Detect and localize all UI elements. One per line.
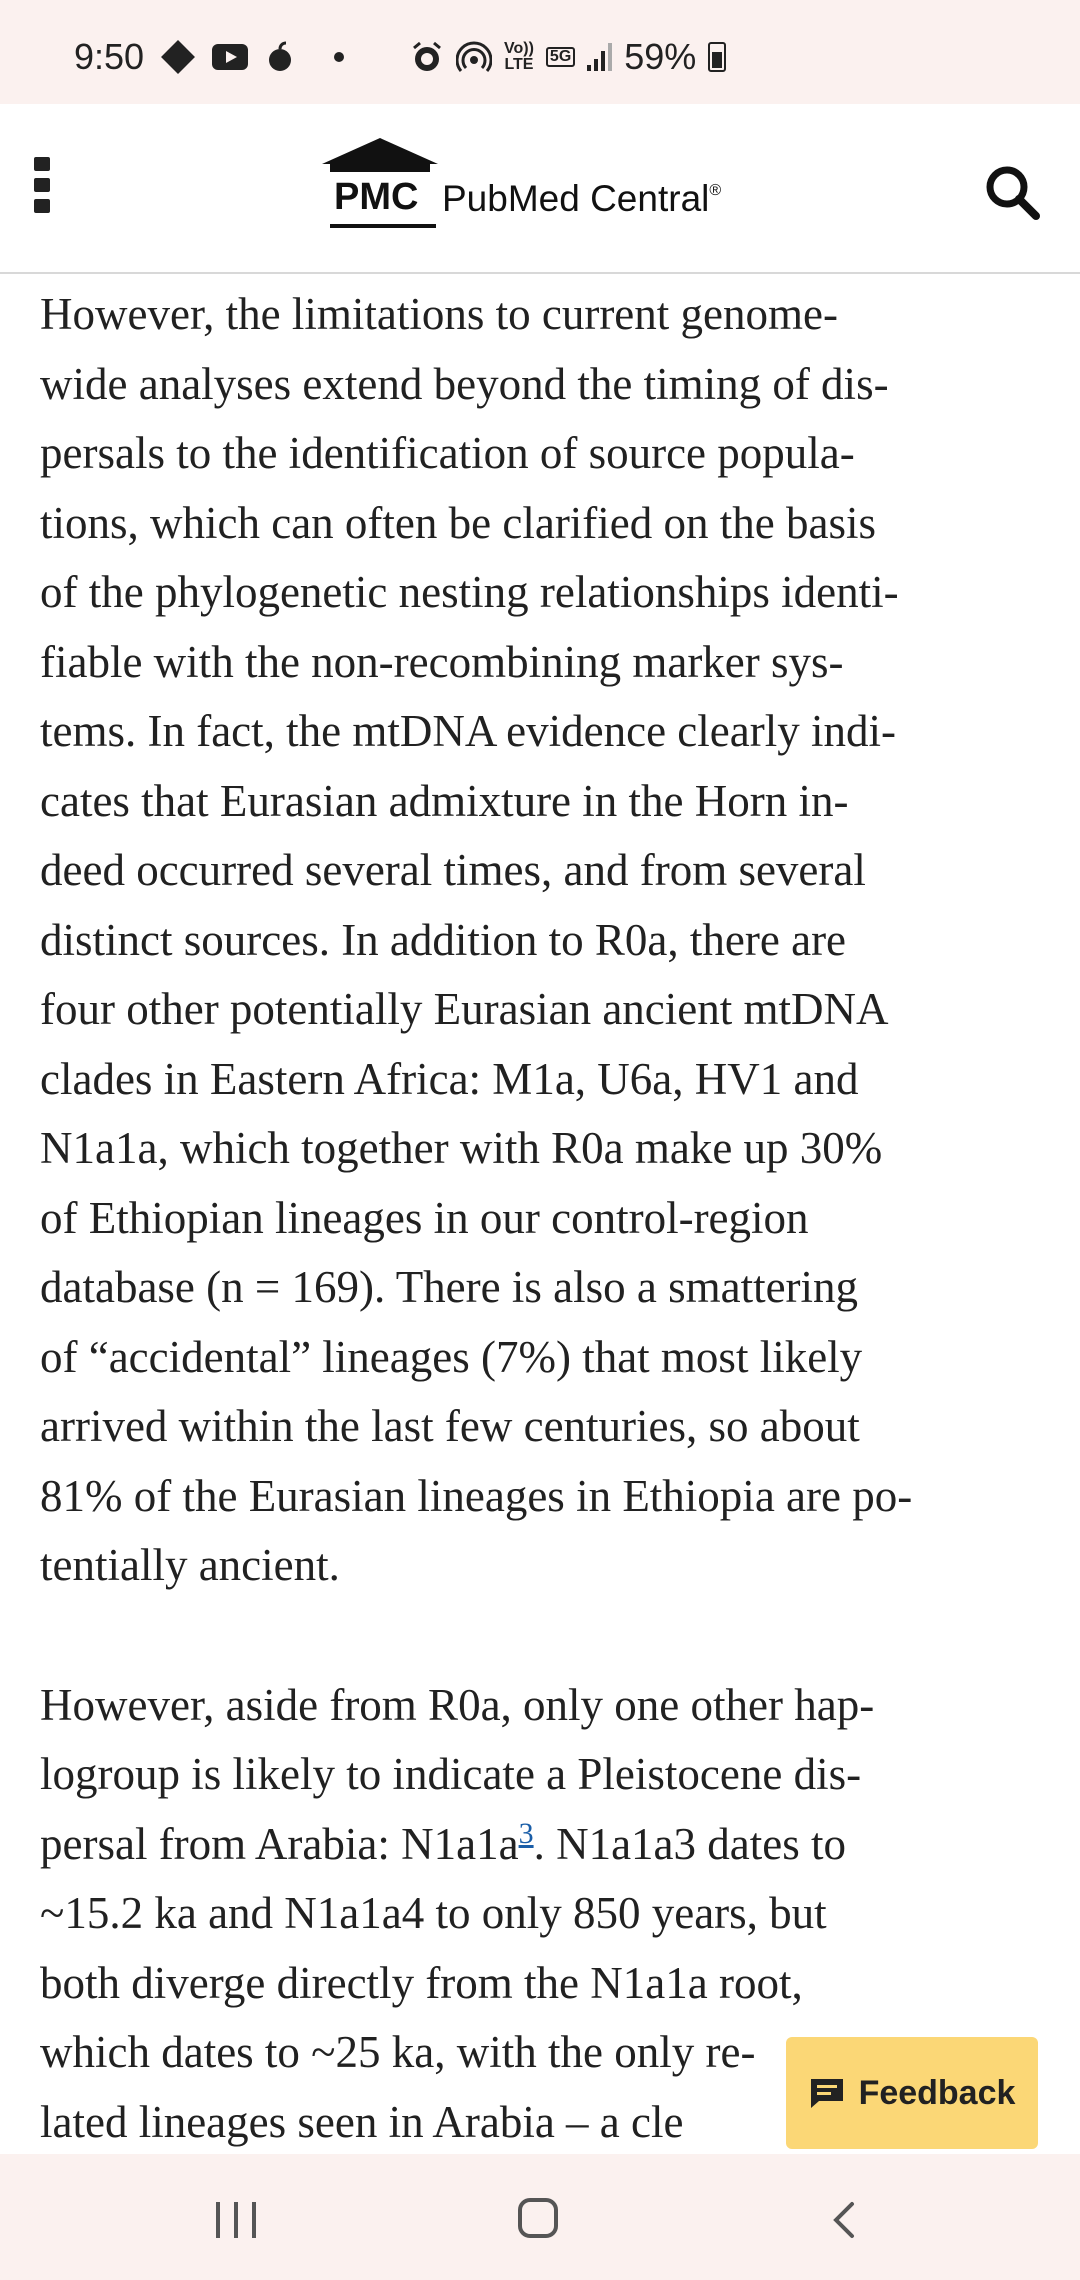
back-icon[interactable] — [826, 2198, 862, 2242]
system-nav-bar — [0, 2154, 1080, 2280]
status-time: 9:50 — [74, 36, 145, 77]
feedback-button[interactable] — [786, 2037, 1038, 2149]
search-icon[interactable] — [982, 162, 1042, 222]
notification-dot-icon — [334, 52, 344, 62]
article-paragraph: However, aside from R0a, only one other hap- logroup is likely to indicate a Pleistocene dis- persal from Arabia: N1a1a$^3$. N1a1a3 dates to ~15.2 ka and N1a1a4 to only 850 years, but both diverge directly from the N1a1a root, which dates to ~25 ka, with the only re- lated lineages seen in Arabia – a cle — [40, 1679, 875, 2147]
logo-abbrev: PMC — [334, 176, 419, 218]
apple-icon — [264, 41, 296, 73]
alarm-icon — [410, 40, 444, 74]
volte-icon: Vo)) LTE — [504, 40, 534, 73]
article-paragraph: However, the limitations to current genome- wide analyses extend beyond the timing of dis- persals to the identification of source popula- tions, which can often be clarified on the basis of the phylogenetic nesting relationships identi- fiable with the non-recombining marker sys- tems. In fact, the mtDNA evidence clearly indi- cates that Eurasian admixture in the Horn in- deed occurred several times, and from several distinct sources. In addition to R0a, there are four other potentially Eurasian ancient mtDNA clades in Eastern Africa: M1a, U6a, HV1 and N1a1a, which together with R0a make up 30% of Ethiopian lineages in our control-region database (n = 169). There is also a smattering of “accidental” lineages (7%) that most likely arrived within the last few centuries, so about 81% of the Eurasian lineages in Ethiopia are po- tentially ancient. — [40, 289, 913, 1590]
logo-name: PubMed Central® — [442, 178, 722, 219]
hotspot-icon — [456, 40, 492, 74]
article-body — [40, 280, 1050, 2157]
feedback-label: Feedback — [858, 2073, 1016, 2112]
home-icon[interactable] — [518, 2198, 558, 2238]
logo-roof-icon — [322, 138, 438, 164]
diamond-icon — [161, 40, 195, 74]
pmc-logo[interactable] — [322, 138, 792, 238]
status-right — [410, 36, 726, 78]
citation-link[interactable]: 3 — [518, 1816, 534, 1850]
battery-percent: 59% — [624, 36, 697, 77]
status-left — [74, 36, 344, 78]
registered-mark: ® — [709, 182, 722, 199]
signal-icon — [587, 43, 612, 71]
feedback-icon — [809, 2077, 845, 2109]
youtube-icon — [212, 44, 248, 70]
battery-icon — [708, 42, 726, 72]
5g-icon: 5G — [546, 47, 575, 67]
recent-apps-icon[interactable] — [216, 2202, 256, 2238]
menu-icon[interactable] — [34, 157, 50, 213]
site-header — [0, 104, 1080, 274]
status-bar — [0, 0, 1080, 104]
